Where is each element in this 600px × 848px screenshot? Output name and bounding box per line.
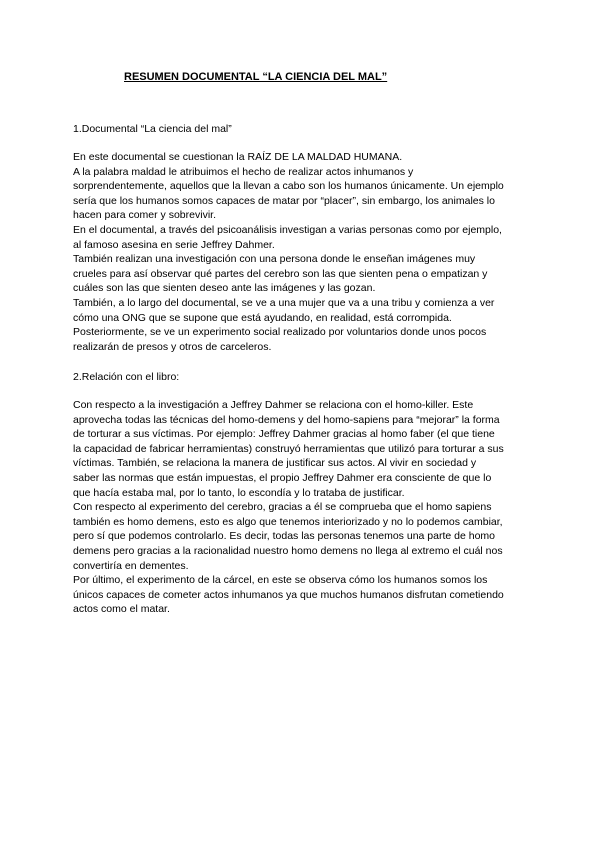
paragraph-line: también es homo demens, esto es algo que tenemos interiorizado y no lo podemos cambiar,: [73, 515, 503, 528]
paragraph-line: víctimas. También, se relaciona la manera de justificar sus actos. Al vivir en sociedad y: [73, 457, 477, 470]
paragraph-line: cuáles son las que sienten deseo ante las imágenes y las gozan.: [73, 282, 376, 295]
paragraph-line: saber las normas que están impuestas, el propio Jeffrey Dahmer era consciente de que lo: [73, 471, 492, 484]
paragraph-line: Con respecto a la investigación a Jeffrey Dahmer se relaciona con el homo-killer. Este: [73, 399, 474, 411]
paragraph-line: También realizan una investigación con una persona donde le enseñan imágenes muy: [73, 253, 476, 266]
paragraph-line: de torturar a sus víctimas. Por ejemplo: Jeffrey Dahmer gracias al homo faber (el que tiene: [73, 428, 495, 441]
paragraph-line: actos como el matar.: [73, 603, 170, 616]
paragraph-line: la capacidad de fabricar herramientas) construyó herramientas que utilizó para torturar a sus: [73, 442, 504, 455]
paragraph-line: También, a lo largo del documental, se ve a una mujer que va a una tribu y comienza a ver: [73, 296, 495, 309]
section-1-heading: 1.Documental “La ciencia del mal”: [73, 123, 232, 135]
paragraph-line: hacen para comer y sobrevivir.: [73, 209, 216, 222]
section-1-body: [73, 150, 528, 354]
paragraph-line: únicos capaces de cometer actos inhumanos ya que muchos humanos disfrutan cometiendo: [73, 588, 504, 601]
paragraph-line: pero sí que podemos controlarlo. Es decir, todas las personas tenemos una parte de homo: [73, 530, 495, 543]
paragraph-line: En este documental se cuestionan la RAÍZ DE LA MALDAD HUMANA.: [73, 151, 403, 163]
paragraph-line: realizarán de presos y otros de carceleros.: [73, 340, 272, 353]
paragraph-line: demens pero gracias a la racionalidad nuestro homo demens no llega al extremo el cuál nos: [73, 544, 503, 557]
paragraph-line: Posteriormente, se ve un experimento social realizado por voluntarios donde unos pocos: [73, 326, 487, 339]
section-2-heading: 2.Relación con el libro:: [73, 371, 180, 383]
paragraph-line: Por último, el experimento de la cárcel, en este se observa cómo los humanos somos los: [73, 574, 488, 587]
document-title: RESUMEN DOCUMENTAL “LA CIENCIA DEL MAL”: [124, 71, 388, 83]
paragraph-line: En el documental, a través del psicoanálisis investigan a varias personas como por ejemplo,: [73, 223, 502, 236]
paragraph-line: al famoso asesina en serie Jeffrey Dahmer.: [73, 238, 275, 251]
paragraph-line: Con respecto al experimento del cerebro, gracias a él se comprueba que el homo sapiens: [73, 501, 492, 514]
paragraph-line: aprovecha todas las técnicas del homo-demens y del homo-sapiens para “mejorar” la forma: [73, 413, 500, 426]
paragraph-line: A la palabra maldad le atribuimos el hecho de realizar actos inhumanos y: [73, 165, 414, 178]
paragraph-line: que hacía estaba mal, por lo tanto, lo escondía y lo trataba de justificar.: [73, 486, 405, 499]
paragraph-line: crueles para así observar qué partes del cerebro son las que sienten pena o empatizan y: [73, 267, 488, 280]
section-2-body: [73, 398, 528, 617]
paragraph-line: convertiría en dementes.: [73, 559, 189, 572]
paragraph-line: sorprendentemente, aquellos que la llevan a cabo son los humanos únicamente. Un ejemplo: [73, 180, 504, 193]
paragraph-line: cómo una ONG que se supone que está ayudando, en realidad, está corrompida.: [73, 311, 452, 324]
paragraph-line: sería que los humanos somos capaces de matar por “placer”, sin embargo, los animales lo: [73, 194, 495, 207]
